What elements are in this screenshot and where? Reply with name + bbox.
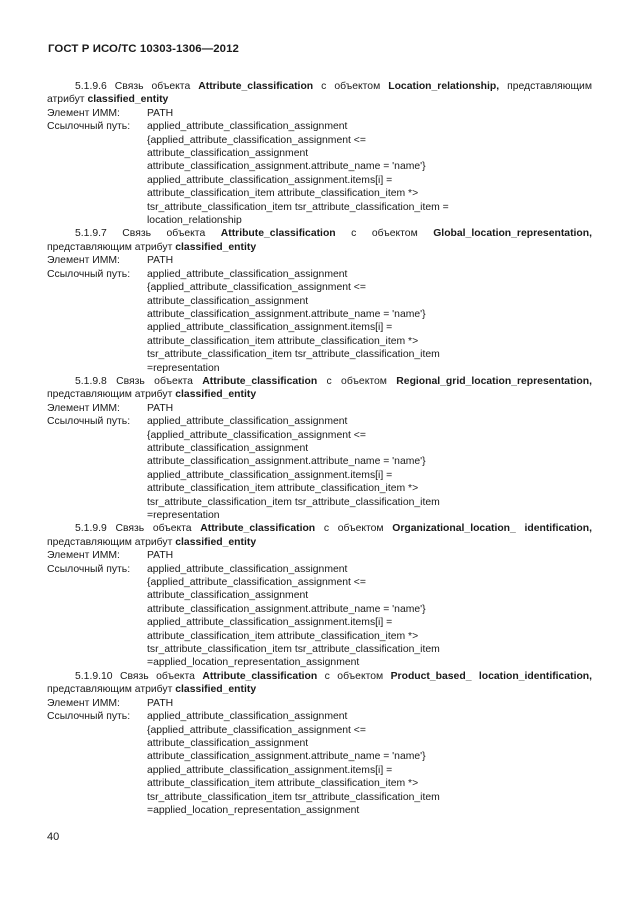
heading-text: Связь объекта [116, 375, 193, 387]
path-line: attribute_classification_item attribute_classification_item *> [147, 483, 419, 495]
target-entity-name: Location_relationship, [388, 81, 500, 92]
reference-path-row [47, 120, 592, 227]
attribute-name: classified_entity [175, 684, 257, 696]
section-heading [47, 375, 592, 402]
path-line: attribute_classification_item attribute_classification_item *> [147, 778, 419, 790]
attribute-name: classified_entity [175, 241, 257, 253]
section-heading [47, 670, 592, 697]
attribute-name: classified_entity [87, 94, 169, 106]
entity-name: Attribute_classification [220, 228, 336, 240]
mim-element-row [47, 549, 592, 562]
path-line: attribute_classification_assignment.attribute_name = 'name'} [147, 751, 426, 763]
path-line: attribute_classification_assignment.attribute_name = 'name'} [147, 161, 426, 173]
section-number: 5.1.9.8 [75, 375, 107, 387]
mim-element-row [47, 254, 592, 267]
path-line: tsr_attribute_classification_item tsr_attribute_classification_item [147, 791, 440, 803]
section-5-1-9-10 [47, 670, 592, 817]
path-line: =applied_location_representation_assignment [147, 804, 360, 816]
mim-element-row [47, 402, 592, 415]
path-line: applied_attribute_classification_assignment [147, 121, 348, 133]
reference-path-row [47, 710, 592, 817]
attribute-name: classified_entity [175, 389, 257, 401]
section-number: 5.1.9.7 [75, 228, 107, 240]
heading-text: представляющим атрибут [47, 81, 592, 106]
document-body [47, 80, 592, 817]
mim-element-label: Элемент ИММ: [47, 255, 120, 267]
path-line: tsr_attribute_classification_item tsr_attribute_classification_item = [147, 201, 449, 213]
mim-element-value: PATH [147, 255, 174, 267]
heading-text: представляющим атрибут [47, 389, 173, 401]
path-line: applied_attribute_classification_assignment.items[i] = [147, 469, 393, 481]
heading-text: с объектом [323, 523, 384, 535]
page-number: 40 [47, 831, 60, 843]
section-5-1-9-8 [47, 375, 592, 522]
mim-element-label: Элемент ИММ: [47, 550, 120, 562]
heading-text: с объектом [324, 670, 384, 682]
entity-name: Attribute_classification [200, 523, 316, 535]
path-line: attribute_classification_assignment [147, 295, 309, 307]
section-number: 5.1.9.6 [75, 81, 107, 92]
path-line: {applied_attribute_classification_assignment <= [147, 577, 366, 589]
heading-text: Связь объекта [114, 81, 191, 92]
path-line: applied_attribute_classification_assignment [147, 711, 348, 723]
path-line: tsr_attribute_classification_item tsr_attribute_classification_item [147, 496, 440, 508]
reference-path-label: Ссылочный путь: [47, 416, 131, 428]
path-line: applied_attribute_classification_assignment [147, 416, 348, 428]
path-line: tsr_attribute_classification_item tsr_attribute_classification_item [147, 644, 440, 656]
path-line: =applied_location_representation_assignment [147, 657, 360, 669]
reference-path [147, 268, 592, 375]
reference-path-row [47, 563, 592, 670]
path-line: applied_attribute_classification_assignment.items[i] = [147, 617, 393, 629]
section-heading [47, 80, 592, 107]
path-line: {applied_attribute_classification_assignment <= [147, 724, 366, 736]
mim-element-label: Элемент ИММ: [47, 697, 120, 709]
target-entity-name: Organizational_location_ identification, [392, 523, 593, 535]
path-line: attribute_classification_assignment.attribute_name = 'name'} [147, 603, 426, 615]
reference-path [147, 120, 592, 227]
mim-element-value: PATH [147, 697, 174, 709]
mim-element-row [47, 107, 592, 120]
reference-path-label: Ссылочный путь: [47, 121, 131, 133]
section-5-1-9-6 [47, 80, 592, 227]
path-line: applied_attribute_classification_assignment.items[i] = [147, 322, 393, 334]
path-line: applied_attribute_classification_assignment.items[i] = [147, 764, 393, 776]
mim-element-label: Элемент ИММ: [47, 107, 120, 119]
path-line: attribute_classification_assignment [147, 148, 309, 160]
path-line: =representation [147, 510, 220, 521]
section-heading [47, 227, 592, 254]
reference-path-label: Ссылочный путь: [47, 563, 131, 575]
path-line: attribute_classification_assignment [147, 737, 309, 749]
path-line: applied_attribute_classification_assignment.items[i] = [147, 174, 393, 186]
heading-text: с объектом [326, 375, 387, 387]
heading-text: представляющим атрибут [47, 536, 173, 548]
path-line: {applied_attribute_classification_assignment <= [147, 282, 366, 294]
path-line: attribute_classification_item attribute_classification_item *> [147, 630, 419, 642]
mim-element-row [47, 697, 592, 710]
reference-path [147, 710, 592, 817]
path-line: attribute_classification_assignment.attribute_name = 'name'} [147, 308, 426, 320]
path-line: {applied_attribute_classification_assignment <= [147, 429, 366, 441]
path-line: =representation [147, 362, 220, 374]
entity-name: Attribute_classification [202, 670, 318, 682]
attribute-name: classified_entity [175, 536, 257, 548]
heading-text: Связь объекта [115, 523, 192, 535]
heading-text: представляющим атрибут [47, 241, 173, 253]
target-entity-name: Global_location_representation, [433, 228, 593, 240]
mim-element-value: PATH [147, 550, 174, 562]
path-line: location_relationship [147, 215, 242, 227]
path-line: attribute_classification_assignment [147, 442, 309, 454]
section-number: 5.1.9.9 [75, 523, 107, 535]
mim-element-value: PATH [147, 402, 174, 414]
heading-text: с объектом [351, 228, 418, 240]
path-line: attribute_classification_item attribute_classification_item *> [147, 335, 419, 347]
section-heading [47, 522, 592, 549]
section-number: 5.1.9.10 [75, 670, 113, 682]
reference-path [147, 415, 592, 522]
reference-path-row [47, 415, 592, 522]
path-line: applied_attribute_classification_assignment [147, 268, 348, 280]
path-line: tsr_attribute_classification_item tsr_attribute_classification_item [147, 349, 440, 361]
entity-name: Attribute_classification [202, 375, 318, 387]
target-entity-name: Regional_grid_location_representation, [396, 375, 593, 387]
reference-path-row [47, 268, 592, 375]
page-header: ГОСТ Р ИСО/ТС 10303-1306—2012 [48, 43, 239, 55]
reference-path-label: Ссылочный путь: [47, 268, 131, 280]
section-5-1-9-9 [47, 522, 592, 669]
reference-path-label: Ссылочный путь: [47, 711, 131, 723]
mim-element-value: PATH [147, 107, 174, 119]
heading-text: с объектом [321, 81, 381, 92]
target-entity-name: Product_based_ location_identification, [390, 670, 593, 682]
mim-element-label: Элемент ИММ: [47, 402, 120, 414]
heading-text: Связь объекта [120, 670, 195, 682]
path-line: applied_attribute_classification_assignment [147, 563, 348, 575]
reference-path [147, 563, 592, 670]
path-line: attribute_classification_assignment [147, 590, 309, 602]
heading-text: представляющим атрибут [47, 684, 173, 696]
path-line: attribute_classification_item attribute_classification_item *> [147, 188, 419, 200]
entity-name: Attribute_classification [198, 81, 314, 92]
heading-text: Связь объекта [122, 228, 206, 240]
path-line: {applied_attribute_classification_assignment <= [147, 134, 366, 146]
section-5-1-9-7 [47, 227, 592, 374]
path-line: attribute_classification_assignment.attribute_name = 'name'} [147, 456, 426, 468]
